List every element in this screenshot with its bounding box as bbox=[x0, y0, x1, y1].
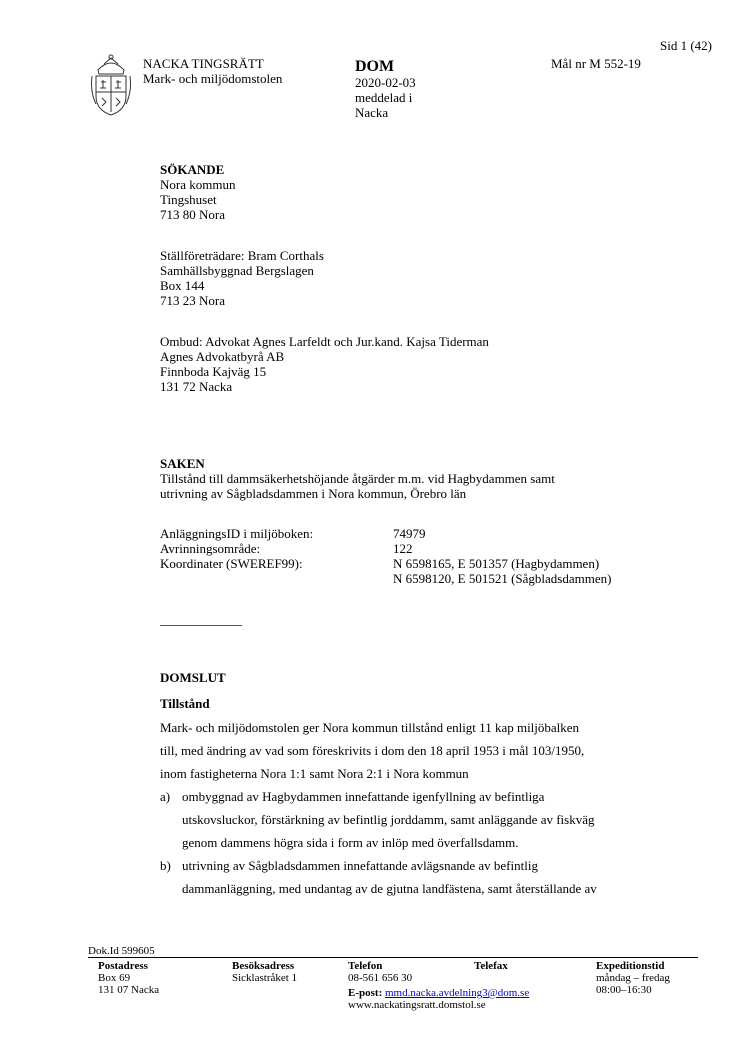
ruling-intro-line: Mark- och miljödomstolen ger Nora kommun tillstånd enligt 11 kap miljöbalken bbox=[160, 720, 580, 735]
list-marker: b) bbox=[160, 858, 171, 873]
detail-value: 122 bbox=[393, 541, 413, 556]
postal-label: Postadress bbox=[98, 960, 148, 972]
applicant-heading: SÖKANDE bbox=[160, 162, 225, 177]
ruling-intro-line: till, med ändring av vad som föreskrivits i dom den 18 april 1953 i mål 103/1950, bbox=[160, 743, 585, 758]
counsel-line: 131 72 Nacka bbox=[160, 379, 233, 394]
document-date: 2020-02-03 bbox=[355, 75, 416, 90]
counsel-section bbox=[160, 334, 489, 394]
ruling-heading: DOMSLUT bbox=[160, 670, 226, 685]
ruling-intro-line: inom fastigheterna Nora 1:1 samt Nora 2:1 i Nora kommun bbox=[160, 766, 469, 781]
applicant-section bbox=[160, 162, 235, 222]
email-colon: : bbox=[378, 987, 383, 999]
issued-label: meddelad i bbox=[355, 90, 413, 105]
list-item-line: ombyggnad av Hagbydammen innefattande igenfyllning av befintliga bbox=[182, 789, 545, 804]
footer-postal bbox=[98, 960, 159, 996]
footer-hours bbox=[596, 960, 670, 996]
representative-line: 713 23 Nora bbox=[160, 293, 225, 308]
phone-number: 08-561 656 30 bbox=[348, 972, 413, 984]
ruling-intro bbox=[160, 716, 584, 785]
matter-details bbox=[160, 526, 680, 586]
page-number: Sid 1 (42) bbox=[660, 38, 712, 53]
detail-label: Avrinningsområde: bbox=[160, 541, 261, 556]
footer-visit bbox=[232, 960, 297, 984]
document-type: DOM bbox=[355, 58, 395, 75]
section-divider bbox=[160, 625, 242, 626]
matter-section bbox=[160, 456, 555, 501]
postal-line: 131 07 Nacka bbox=[98, 984, 160, 996]
detail-label: AnläggningsID i miljöboken: bbox=[160, 526, 314, 541]
detail-value: 74979 bbox=[393, 526, 426, 541]
applicant-line: Tingshuset bbox=[160, 192, 217, 207]
ruling-item-a bbox=[160, 785, 680, 854]
counsel-line: Ombud: Advokat Agnes Larfeldt och Jur.kand. Kajsa Tiderman bbox=[160, 334, 489, 349]
matter-heading: SAKEN bbox=[160, 456, 205, 471]
document-id: Dok.Id 599605 bbox=[88, 945, 155, 957]
list-item-line: utskovsluckor, förstärkning av befintlig jorddamm, samt anläggande av fiskväg bbox=[182, 812, 595, 827]
applicant-line: Nora kommun bbox=[160, 177, 236, 192]
list-item-line: dammanläggning, med undantag av de gjutna landfästena, samt återställande av bbox=[182, 881, 597, 896]
email-row bbox=[348, 987, 529, 999]
ruling-item-b bbox=[160, 854, 680, 900]
list-item-line: genom dammens högra sida i form av inlöp med överfallsdamm. bbox=[182, 835, 519, 850]
court-division: Mark- och miljödomstolen bbox=[143, 71, 283, 86]
hours-days: måndag – fredag bbox=[596, 972, 670, 984]
email-label: E-post bbox=[348, 987, 379, 999]
coat-of-arms-icon bbox=[90, 52, 132, 118]
counsel-line: Agnes Advokatbyrå AB bbox=[160, 349, 285, 364]
footer-divider bbox=[88, 957, 698, 958]
counsel-line: Finnboda Kajväg 15 bbox=[160, 364, 267, 379]
applicant-line: 713 80 Nora bbox=[160, 207, 225, 222]
detail-value: N 6598120, E 501521 (Sågbladsdammen) bbox=[393, 571, 612, 586]
representative-section bbox=[160, 248, 324, 308]
list-item-line: utrivning av Sågbladsdammen innefattande avlägsnande av befintlig bbox=[182, 858, 538, 873]
email-link[interactable]: mmd.nacka.avdelning3@dom.se bbox=[384, 987, 530, 999]
visit-address: Sicklastråket 1 bbox=[232, 972, 298, 984]
hours-time: 08:00–16:30 bbox=[596, 984, 652, 996]
detail-label: Koordinater (SWEREF99): bbox=[160, 556, 303, 571]
postal-line: Box 69 bbox=[98, 972, 131, 984]
visit-label: Besöksadress bbox=[232, 960, 295, 972]
issued-place: Nacka bbox=[355, 105, 389, 120]
hours-label: Expeditionstid bbox=[596, 960, 665, 972]
representative-line: Samhällsbyggnad Bergslagen bbox=[160, 263, 314, 278]
ruling-subheading: Tillstånd bbox=[160, 696, 210, 711]
matter-line: Tillstånd till dammsäkerhetshöjande åtgärder m.m. vid Hagbydammen samt bbox=[160, 471, 555, 486]
case-number: Mål nr M 552-19 bbox=[551, 56, 641, 71]
detail-value: N 6598165, E 501357 (Hagbydammen) bbox=[393, 556, 600, 571]
representative-line: Ställföreträdare: Bram Corthals bbox=[160, 248, 324, 263]
fax-label: Telefax bbox=[474, 960, 508, 972]
matter-line: utrivning av Sågbladsdammen i Nora kommun, Örebro län bbox=[160, 486, 467, 501]
website-text: www.nackatingsratt.domstol.se bbox=[348, 999, 486, 1011]
list-marker: a) bbox=[160, 789, 171, 804]
phone-label: Telefon bbox=[348, 960, 383, 972]
representative-line: Box 144 bbox=[160, 278, 205, 293]
court-name: NACKA TINGSRÄTT bbox=[143, 56, 264, 71]
